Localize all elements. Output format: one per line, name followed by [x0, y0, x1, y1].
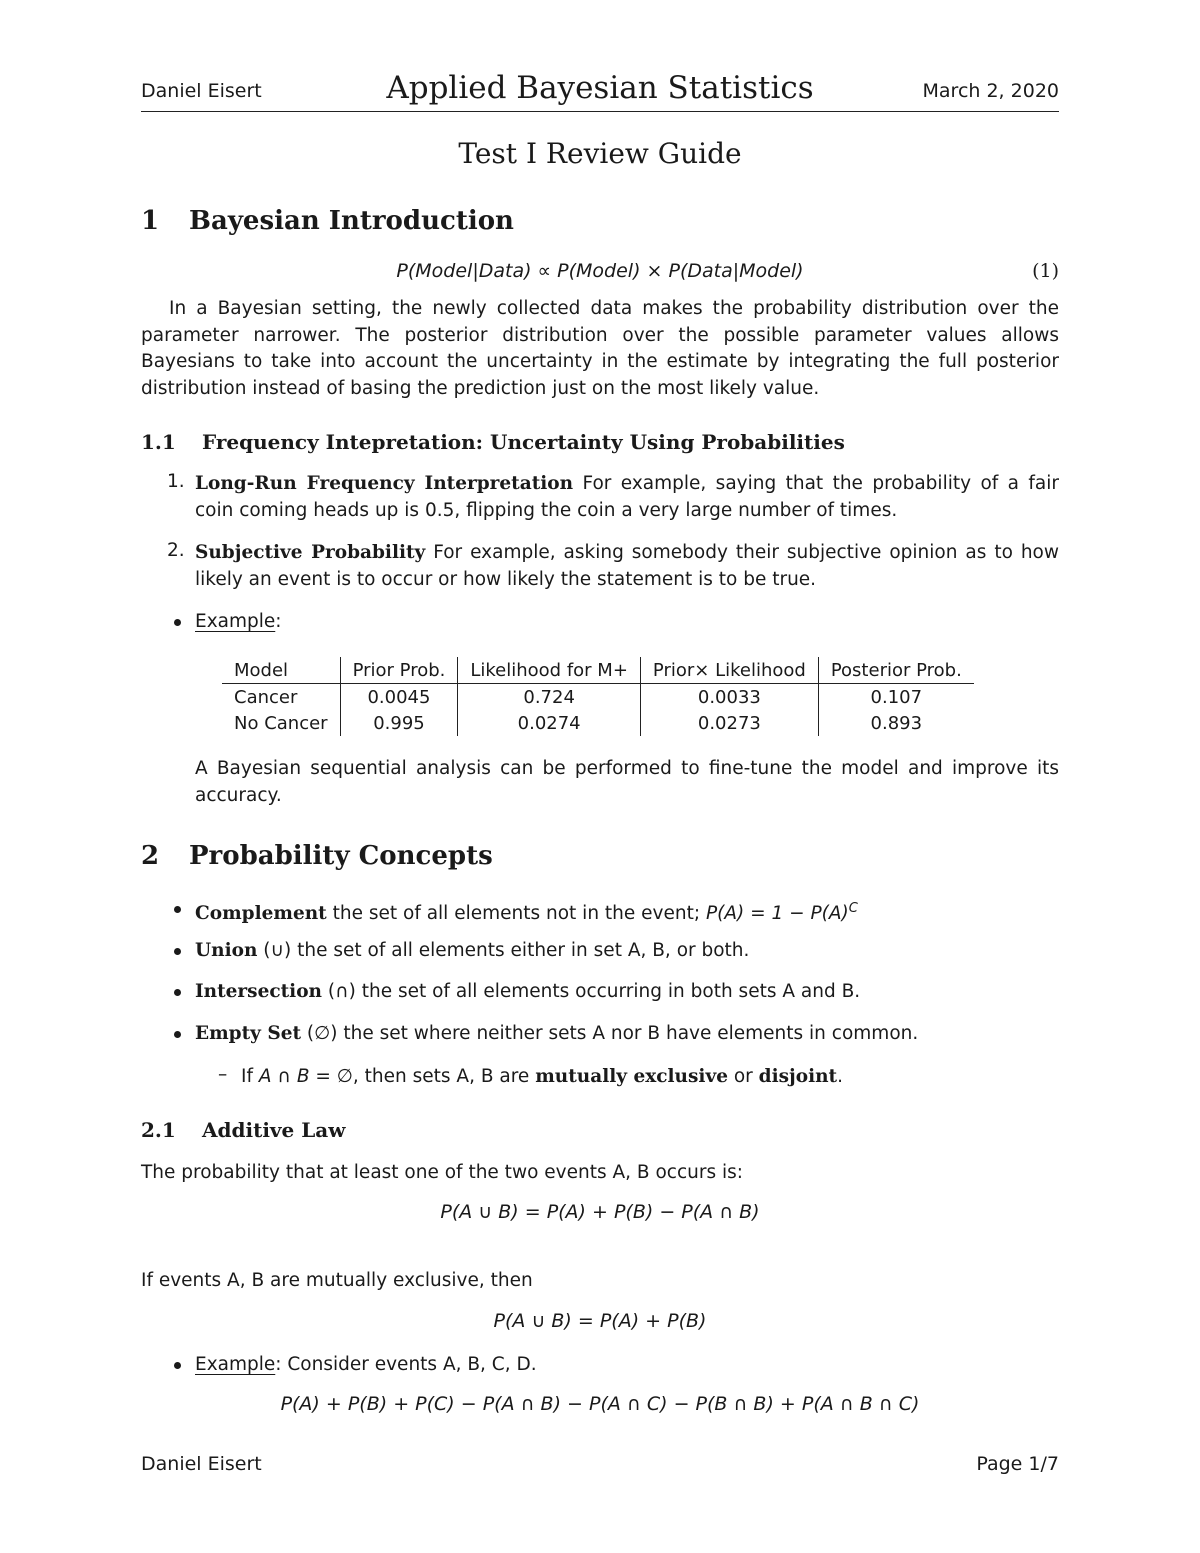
table-cell: 0.0274	[458, 710, 641, 736]
list-item-term: Subjective Probability	[195, 542, 426, 563]
concept-term: Empty Set	[195, 1023, 302, 1044]
table-cell: 0.107	[818, 684, 973, 711]
table-header-cell: Model	[222, 657, 340, 684]
example-four-events	[195, 1352, 537, 1379]
sub-item-prefix: If	[241, 1066, 259, 1087]
equation-four-events: P(A) + P(B) + P(C) − P(A ∩ B) − P(A ∩ C) − P(B ∩ B) + P(A ∩ B ∩ C)	[280, 1393, 920, 1415]
subsection-1-1-heading	[141, 430, 845, 454]
list-marker: 2.	[167, 540, 185, 561]
equation-additive-law: P(A ∪ B) = P(A) + P(B) − P(A ∩ B)	[440, 1201, 760, 1223]
sub-item-formula: A ∩ B = ∅	[258, 1066, 353, 1087]
table-cell: 0.0033	[640, 684, 818, 711]
example-label: Example	[195, 1354, 276, 1375]
list-item-text: For example, asking somebody their subjective opinion as to how likely an event is to occur or how likely the statement is to be true.	[195, 542, 1060, 590]
example-table	[222, 657, 974, 736]
table-cell: 0.724	[458, 684, 641, 711]
table-cell: 0.995	[340, 710, 458, 736]
sub-item-middle: , then sets A, B are	[352, 1066, 536, 1087]
section-2-heading	[141, 841, 493, 871]
concept-term: Union	[195, 940, 258, 961]
concept-union	[195, 938, 749, 965]
header-course-title: Applied Bayesian Statistics	[386, 70, 814, 106]
sub-item-or: or	[727, 1066, 759, 1087]
section-1-number: 1	[141, 206, 160, 236]
mutually-exclusive-text	[141, 1268, 1059, 1295]
term-disjoint: disjoint	[758, 1066, 838, 1087]
table-cell: No Cancer	[234, 712, 328, 734]
table-header-row	[222, 657, 974, 684]
footer-author: Daniel Eisert	[141, 1453, 262, 1475]
subsection-2-1-number: 2.1	[141, 1118, 176, 1142]
mutually-exclusive-sentence: If events A, B are mutually exclusive, then	[141, 1270, 533, 1291]
concept-empty-set	[195, 1021, 918, 1048]
table-row	[222, 710, 974, 736]
table-row	[222, 684, 974, 711]
concept-text: (∪) the set of all elements either in set A, B, or both.	[257, 940, 750, 961]
bullet-icon	[174, 619, 181, 626]
table-header-cell: Prior× Likelihood	[640, 657, 818, 684]
section-1-paragraph	[141, 296, 1059, 402]
equation-mutually-exclusive: P(A ∪ B) = P(A) + P(B)	[493, 1310, 707, 1332]
list-item-term: Long-Run Frequency Interpretation	[195, 473, 574, 494]
section-1-heading	[141, 206, 514, 236]
bullet-icon	[174, 1031, 181, 1038]
complement-superscript: C	[848, 901, 858, 916]
concept-intersection	[195, 979, 860, 1006]
additive-law-intro-text: The probability that at least one of the two events A, B occurs is:	[141, 1162, 743, 1183]
term-mutually-exclusive: mutually exclusive	[535, 1066, 728, 1087]
table-cell: 0.0273	[640, 710, 818, 736]
document-title: Test I Review Guide	[458, 137, 742, 170]
bullet-icon	[174, 1362, 181, 1369]
subsection-2-1-title: Additive Law	[202, 1118, 346, 1142]
after-table-paragraph	[195, 756, 1059, 809]
header-rule	[141, 111, 1059, 112]
concept-term: Complement	[195, 903, 327, 925]
example-line	[195, 609, 282, 636]
concept-text: (∅) the set where neither sets A nor B have elements in common.	[301, 1023, 919, 1044]
list-item	[195, 540, 1059, 593]
concept-complement	[195, 896, 858, 928]
subsection-1-1-number: 1.1	[141, 430, 176, 454]
table-header-cell: Posterior Prob.	[818, 657, 973, 684]
bullet-icon	[174, 989, 181, 996]
section-1-title: Bayesian Introduction	[189, 206, 514, 236]
list-item	[195, 471, 1059, 524]
subsection-1-1-title: Frequency Intepretation: Uncertainty Using Probabilities	[202, 430, 845, 454]
example-text: : Consider events A, B, C, D.	[275, 1354, 537, 1375]
section-2-number: 2	[141, 841, 160, 871]
complement-formula: P(A) = 1 − P(A)	[705, 903, 849, 925]
equation-bayes: P(Model|Data) ∝ P(Model) × P(Data|Model)	[396, 260, 804, 282]
bullet-icon	[174, 948, 181, 955]
section-2-title: Probability Concepts	[189, 841, 493, 871]
table-cell: 0.0045	[340, 684, 458, 711]
concept-term: Intersection	[195, 981, 322, 1002]
table-cell: Cancer	[234, 686, 298, 708]
section-1-paragraph-text: In a Bayesian setting, the newly collected data makes the probability distribution over the parameter narrower. The posterior distribution over the possible parameter values allows Bayesians to take into account the uncertainty in the estimate by integrating the full posterior distribution instead of basing the prediction just on the most likely value.	[141, 298, 1059, 399]
table-header-cell: Likelihood for M+	[458, 657, 641, 684]
example-colon: :	[275, 611, 282, 632]
header-author: Daniel Eisert	[141, 80, 262, 102]
example-label: Example	[195, 611, 276, 632]
additive-law-intro	[141, 1160, 1059, 1187]
list-item-text: For example, saying that the probability of a fair coin coming heads up is 0.5, flipping the coin a very large number of times.	[195, 473, 1060, 521]
dash-marker: –	[218, 1064, 228, 1085]
list-marker: 1.	[167, 471, 185, 492]
bullet-icon	[174, 906, 181, 913]
table-cell: 0.893	[818, 710, 973, 736]
sub-item-end: .	[837, 1066, 843, 1087]
table-header-cell: Prior Prob.	[340, 657, 458, 684]
subsection-2-1-heading	[141, 1118, 345, 1142]
header-date: March 2, 2020	[922, 80, 1059, 102]
concept-text: the set of all elements not in the event;	[326, 903, 706, 925]
after-table-text: A Bayesian sequential analysis can be performed to fine-tune the model and improve its accuracy.	[195, 758, 1059, 806]
footer-page-number: Page 1/7	[976, 1453, 1059, 1475]
disjoint-sub-item	[241, 1064, 843, 1091]
concept-text: (∩) the set of all elements occurring in both sets A and B.	[321, 981, 861, 1002]
equation-number: (1)	[1032, 260, 1059, 282]
